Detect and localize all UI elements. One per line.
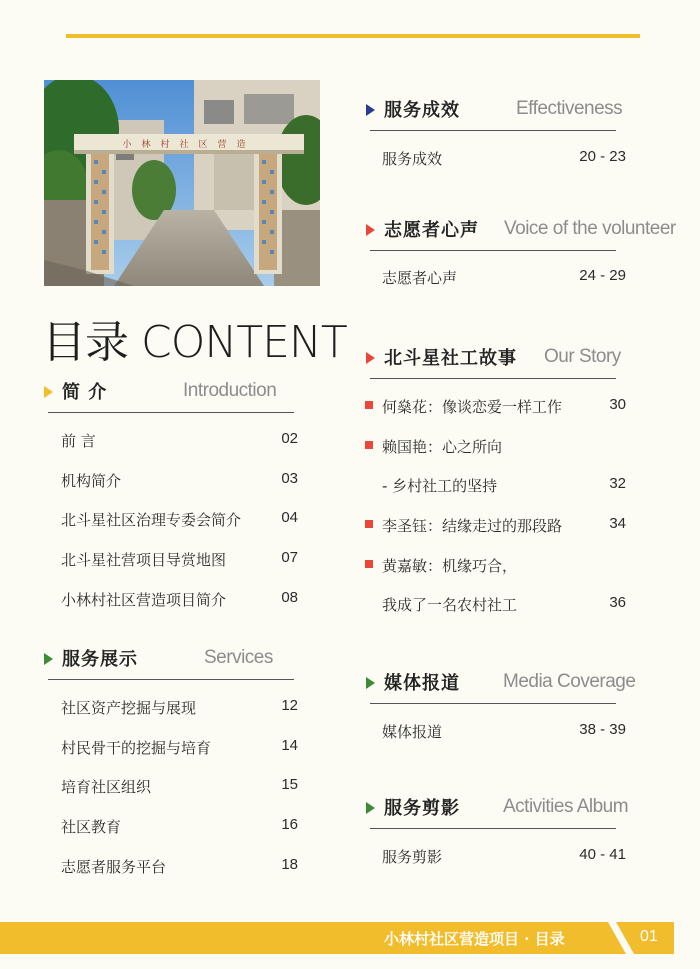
section-subtitle: Media Coverage	[503, 671, 636, 692]
entry-page: 12	[281, 697, 298, 714]
arrow-icon	[44, 653, 53, 665]
section-subtitle: Our Story	[544, 346, 621, 367]
entry-page: 20 - 23	[579, 148, 626, 165]
section-title: 服务剪影	[384, 798, 460, 819]
entry-page: 32	[609, 475, 626, 492]
entry-page: 02	[281, 430, 298, 447]
entry-page: 03	[281, 470, 298, 487]
entry-label: 黄嘉敏：机缘巧合，	[382, 557, 518, 575]
section-subtitle: Services	[204, 647, 273, 668]
section-services	[44, 645, 294, 675]
section-title: 服务成效	[384, 100, 460, 121]
section-rule	[370, 703, 616, 704]
entry-page: 40 - 41	[579, 846, 626, 863]
section-introduction	[44, 378, 294, 408]
footer-divider	[600, 922, 634, 954]
section-rule	[370, 250, 616, 251]
section-rule	[48, 679, 294, 680]
bullet-icon	[365, 520, 373, 528]
bullet-icon	[365, 441, 373, 449]
section-title: 媒体报道	[384, 673, 460, 694]
footer-text: 小林村社区营造项目 · 目录	[384, 930, 565, 948]
arrow-icon	[366, 802, 375, 814]
arrow-icon	[366, 104, 375, 116]
entry-label: 培育社区组织	[61, 778, 152, 796]
bullet-icon	[365, 401, 373, 409]
entry-page: 18	[281, 856, 298, 873]
entry-page: 34	[609, 515, 626, 532]
arrow-icon	[366, 677, 375, 689]
entry-page: 24 - 29	[579, 267, 626, 284]
entry-page: 14	[281, 737, 298, 754]
entry-page: 16	[281, 816, 298, 833]
entry-label: 社区教育	[61, 818, 122, 836]
entry-label: 志愿者心声	[382, 269, 458, 287]
entry-label: 北斗星社营项目导赏地图	[61, 551, 227, 569]
section-story	[366, 344, 626, 374]
entry-label: 村民骨干的挖掘与培育	[61, 739, 212, 757]
section-subtitle: Voice of the volunteer	[504, 218, 676, 239]
arrow-icon	[366, 352, 375, 364]
entry-label: 李圣钰：结缘走过的那段路	[382, 517, 563, 535]
entry-page: 07	[281, 549, 298, 566]
section-media	[366, 669, 636, 699]
section-subtitle: Activities Album	[503, 796, 629, 817]
section-album	[366, 794, 636, 824]
page-number: 01	[640, 928, 658, 945]
entry-label: 社区资产挖掘与展现	[61, 699, 197, 717]
section-rule	[370, 828, 616, 829]
section-title: 服务展示	[62, 649, 138, 670]
entry-label: - 乡村社工的坚持	[382, 477, 498, 495]
entry-label: 服务成效	[382, 150, 443, 168]
entry-page: 38 - 39	[579, 721, 626, 738]
section-title: 北斗星社工故事	[384, 348, 517, 369]
section-effectiveness	[366, 96, 626, 126]
entry-label: 赖国艳：心之所向	[382, 438, 503, 456]
section-subtitle: Introduction	[183, 380, 277, 401]
page-title: 目录 CONTENT	[42, 317, 347, 368]
entry-label: 北斗星社区治理专委会简介	[61, 511, 242, 529]
bullet-icon	[365, 560, 373, 568]
top-rule	[66, 34, 640, 38]
entry-label: 前 言	[61, 432, 96, 450]
entry-page: 36	[609, 594, 626, 611]
gate-inscription: 小林村社区营造	[122, 140, 256, 150]
entry-label: 媒体报道	[382, 723, 443, 741]
section-rule	[370, 378, 616, 379]
entry-label: 何燊花：像谈恋爱一样工作	[382, 398, 563, 416]
footer-bar	[0, 922, 674, 954]
section-rule	[48, 412, 294, 413]
arrow-icon	[366, 224, 375, 236]
section-rule	[370, 130, 616, 131]
entry-label: 小林村社区营造项目简介	[61, 591, 227, 609]
arrow-icon	[44, 386, 53, 398]
entry-page: 15	[281, 776, 298, 793]
section-title: 简 介	[62, 382, 108, 403]
entry-label: 机构简介	[61, 472, 122, 490]
section-title: 志愿者心声	[384, 220, 479, 241]
entry-page: 04	[281, 509, 298, 526]
section-subtitle: Effectiveness	[516, 98, 623, 119]
entry-page: 30	[609, 396, 626, 413]
entry-page: 08	[281, 589, 298, 606]
entry-label: 服务剪影	[382, 848, 443, 866]
entry-label: 志愿者服务平台	[61, 858, 167, 876]
village-gate-photo	[44, 80, 320, 286]
entry-label: 我成了一名农村社工	[382, 596, 518, 614]
section-volunteer	[366, 216, 686, 246]
